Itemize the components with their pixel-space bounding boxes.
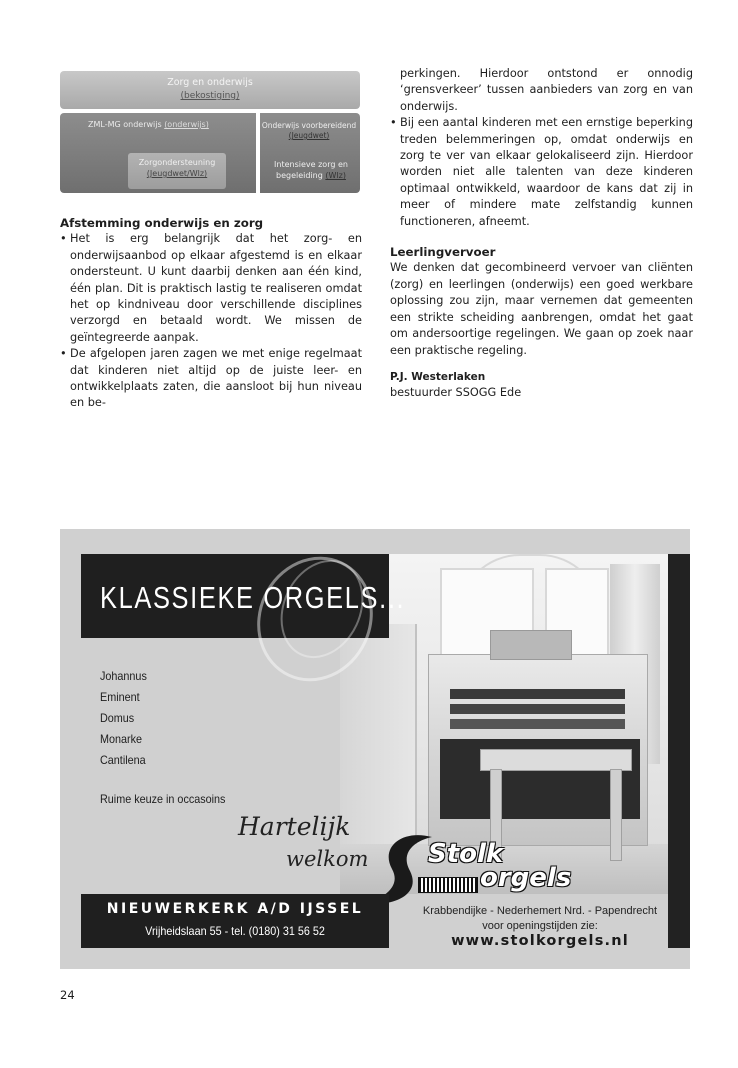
transport-paragraph: We denken dat gecombineerd vervoer van cliënten (zorg) en leerlingen (onderwijs) een goed werkbare oplossing zou zijn, maar vernemen dat gemeenten een strikte scheiding aanbrengen, omdat het gaat om andersoortige regelingen. We gaan op zoek naar een praktische regeling.	[390, 261, 693, 357]
swirl-ornament-icon	[230, 539, 400, 689]
diagram-right-lower	[263, 159, 359, 181]
organ-bench	[480, 749, 632, 771]
organ-manual	[450, 689, 625, 699]
diagram-inner-box	[128, 153, 226, 189]
diagram-top-box	[60, 71, 360, 109]
diagram-main-tag: (onderwijs)	[164, 120, 209, 129]
organ-manual	[450, 704, 625, 714]
ad-address-bar	[81, 894, 389, 948]
organ-pipes-icon	[418, 877, 478, 893]
welcome-line1: Hartelijk	[238, 812, 351, 841]
bullet-item: • Het is erg belangrijk dat het zorg- en onderwijsaanbod op elkaar afgestemd is en elkaar ondersteunt. U kunt daarbij denken aan één kind, één plan. Dit is praktisch lastig te realiseren omdat het op kindniveau door verschillende disciplines verzorgd en betaald wordt. We missen de geïntegreerde aanpak.	[60, 231, 362, 346]
organ-manual	[450, 719, 625, 729]
left-column	[60, 215, 362, 412]
diagram-right-upper-sub: (Jeugdwet)	[288, 131, 330, 140]
ad-title: KLASSIEKE ORGELS...	[100, 580, 406, 615]
logo-word-stolk: Stolk	[428, 839, 504, 869]
diagram-right-upper-title: Onderwijs voorbereidend	[261, 121, 357, 130]
ad-city: NIEUWERKERK A/D IJSSEL	[106, 901, 364, 917]
diagram-top-sub: (bekostiging)	[180, 91, 240, 101]
heading-alignment: Afstemming onderwijs en zorg	[60, 216, 264, 230]
organ-music-stand	[490, 630, 572, 660]
diagram-inner-title: Zorgondersteuning	[138, 158, 216, 167]
brand-item: Domus	[100, 711, 135, 725]
brand-item: Cantilena	[100, 753, 146, 767]
diagram-main-prefix: ZML-MG onderwijs	[88, 120, 162, 129]
diagram-inner-sub: (Jeugdwet/Wlz)	[146, 169, 208, 178]
logo-word-orgels: orgels	[480, 863, 572, 893]
alignment-bullets	[60, 231, 362, 411]
right-column	[390, 66, 693, 402]
ad-locations: Krabbendijke - Nederhemert Nrd. - Papendrecht	[422, 905, 658, 917]
care-education-diagram	[60, 71, 362, 193]
diagram-right-upper	[260, 121, 358, 143]
ad-hours-note: voor openingstijden zie:	[482, 920, 598, 932]
brand-item: Johannus	[100, 669, 147, 683]
ad-address: Vrijheidslaan 55 - tel. (0180) 31 56 52	[145, 924, 325, 938]
bullet-continuation: perkingen. Hierdoor ontstond er onnodig ‘grensverkeer’ tussen aanbieders van zorg en van onderwijs.	[400, 67, 693, 113]
brand-item: Monarke	[100, 732, 143, 746]
signature-title: bestuurder SSOGG Ede	[390, 386, 522, 400]
diagram-main-label	[88, 120, 209, 129]
signature-name: P.J. Westerlaken	[390, 370, 486, 383]
diagram-right-lower-line2: begeleiding	[276, 171, 323, 180]
bullet-item: • De afgelopen jaren zagen we met enige regelmaat dat kinderen niet altijd op de juiste leer- en ontwikkelplaats zaten, die aansloot bij hun niveau en be-	[60, 346, 362, 412]
alignment-bullets-continued	[390, 115, 693, 230]
ad-right-strip	[668, 554, 690, 894]
organ-brands-list	[100, 666, 147, 771]
bullet-item: • Bij een aantal kinderen met een ernstige beperking treden belemmeringen op, omdat onderwijs en zorg te ver van elkaar gelokaliseerd zijn. Hierdoor worden niet alle talenten van deze kinderen optimaal ontwikkeld, waardoor de kans dat zij in meer of mindere mate zelfstandig kunnen functioneren, afneemt.	[390, 115, 693, 230]
brand-item: Eminent	[100, 690, 140, 704]
ad-right-strip-bottom	[668, 894, 690, 948]
occasion-text: Ruime keuze in occasoins	[100, 792, 226, 806]
welcome-line2: welkom	[286, 847, 369, 871]
diagram-top-title: Zorg en onderwijs	[167, 77, 253, 88]
organ-advertisement	[60, 529, 690, 969]
page-number: 24	[60, 988, 75, 1002]
heading-transport: Leerlingvervoer	[390, 245, 496, 260]
diagram-right-lower-line1: Intensieve zorg en	[274, 160, 348, 169]
ad-website: www.stolkorgels.nl	[451, 933, 629, 949]
diagram-right-lower-tag: (Wlz)	[325, 171, 346, 180]
bench-leg	[610, 769, 622, 861]
